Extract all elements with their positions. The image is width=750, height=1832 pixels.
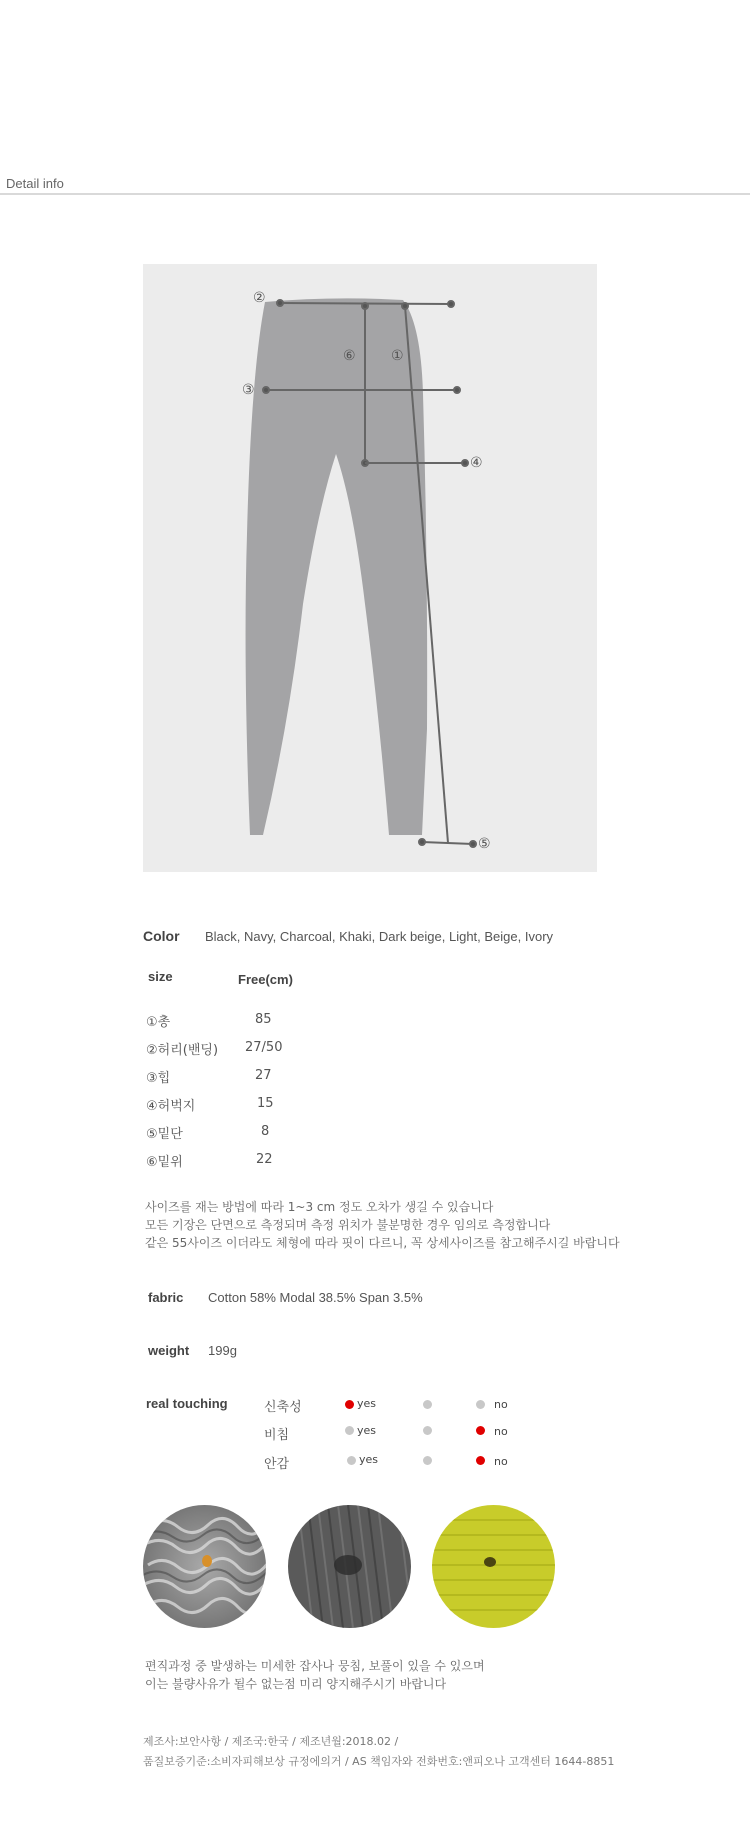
color-value: Black, Navy, Charcoal, Khaki, Dark beige, Light, Beige, Ivory [205,929,554,944]
marker-6: ⑥ [343,348,356,364]
marker-4: ④ [470,455,483,471]
size-notes [145,1198,620,1252]
footer-line: 제조사:보안사항 / 제조국:한국 / 제조년월:2018.02 / [143,1735,399,1748]
no-indicator [476,1426,485,1435]
size-row-value: 27 [255,1068,272,1083]
defect-note: 편직과정 중 발생하는 미세한 잡사나 뭉침, 보풀이 있을 수 있으며 [145,1659,485,1673]
marker-2: ② [253,290,266,306]
size-row-name: ④허벅지 [146,1099,196,1114]
size-row-value: 22 [256,1152,273,1167]
size-diagram [143,264,597,872]
touching-row-label: 안감 [264,1457,290,1472]
fabric-label: fabric [148,1290,184,1305]
mid-indicator [423,1456,432,1465]
size-row-name: ①총 [146,1015,171,1030]
no-label: no [494,1398,508,1411]
marker-5: ⑤ [478,836,491,852]
header-divider [0,193,750,195]
knit-swatch-yellow [432,1505,555,1628]
product-footer-info [143,1732,614,1772]
size-note: 사이즈를 재는 방법에 따라 1~3 cm 정도 오차가 생길 수 있습니다 [145,1200,494,1214]
size-row-value: 15 [257,1096,274,1111]
yes-indicator [347,1456,356,1465]
size-column-header: Free(cm) [238,972,293,987]
marker-3: ③ [242,382,255,398]
touching-row-label: 신축성 [264,1400,302,1415]
no-label: no [494,1455,508,1468]
detail-info-title: Detail info [6,176,64,191]
no-indicator [476,1456,485,1465]
size-note: 같은 55사이즈 이더라도 체형에 따라 핏이 다르니, 꼭 상세사이즈를 참고해주시길 바랍니다 [145,1236,620,1250]
yes-indicator [345,1426,354,1435]
weight-label: weight [148,1343,190,1358]
size-row-value: 8 [261,1124,270,1139]
leggings-shape [246,298,428,835]
size-row-name: ⑤밑단 [146,1127,183,1142]
size-note: 모든 기장은 단면으로 측정되며 측정 위치가 불분명한 경우 임의로 측정합니다 [145,1218,551,1232]
defect-note: 이는 불량사유가 될수 없는점 미리 양지해주시기 바랍니다 [145,1677,447,1691]
size-row-value: 27/50 [245,1040,283,1055]
mid-indicator [423,1400,432,1409]
knit-swatch-charcoal [288,1505,411,1628]
yes-label: yes [357,1424,377,1437]
weight-value: 199g [208,1343,237,1358]
size-label: size [148,969,173,984]
yes-indicator [345,1400,354,1409]
no-indicator [476,1400,485,1409]
size-row-name: ⑥밑위 [146,1155,183,1170]
leggings-illustration [143,264,597,872]
knit-swatch-gray [143,1505,266,1628]
color-label: Color [143,928,180,944]
defect-notes [145,1657,485,1693]
touching-row-label: 비침 [264,1428,290,1443]
yes-label: yes [359,1453,379,1466]
footer-line: 품질보증기준:소비자피해보상 규정에의거 / AS 책임자와 전화번호:앤피오나 고객센터 1644-8851 [143,1755,615,1768]
size-row-value: 85 [255,1012,272,1027]
marker-1: ① [391,348,404,364]
mid-indicator [423,1426,432,1435]
yes-label: yes [357,1397,377,1410]
size-row-name: ③힙 [146,1071,171,1086]
size-row-name: ②허리(밴딩) [146,1043,219,1058]
real-touching-label: real touching [146,1396,228,1411]
no-label: no [494,1425,508,1438]
fabric-value: Cotton 58% Modal 38.5% Span 3.5% [208,1290,423,1305]
